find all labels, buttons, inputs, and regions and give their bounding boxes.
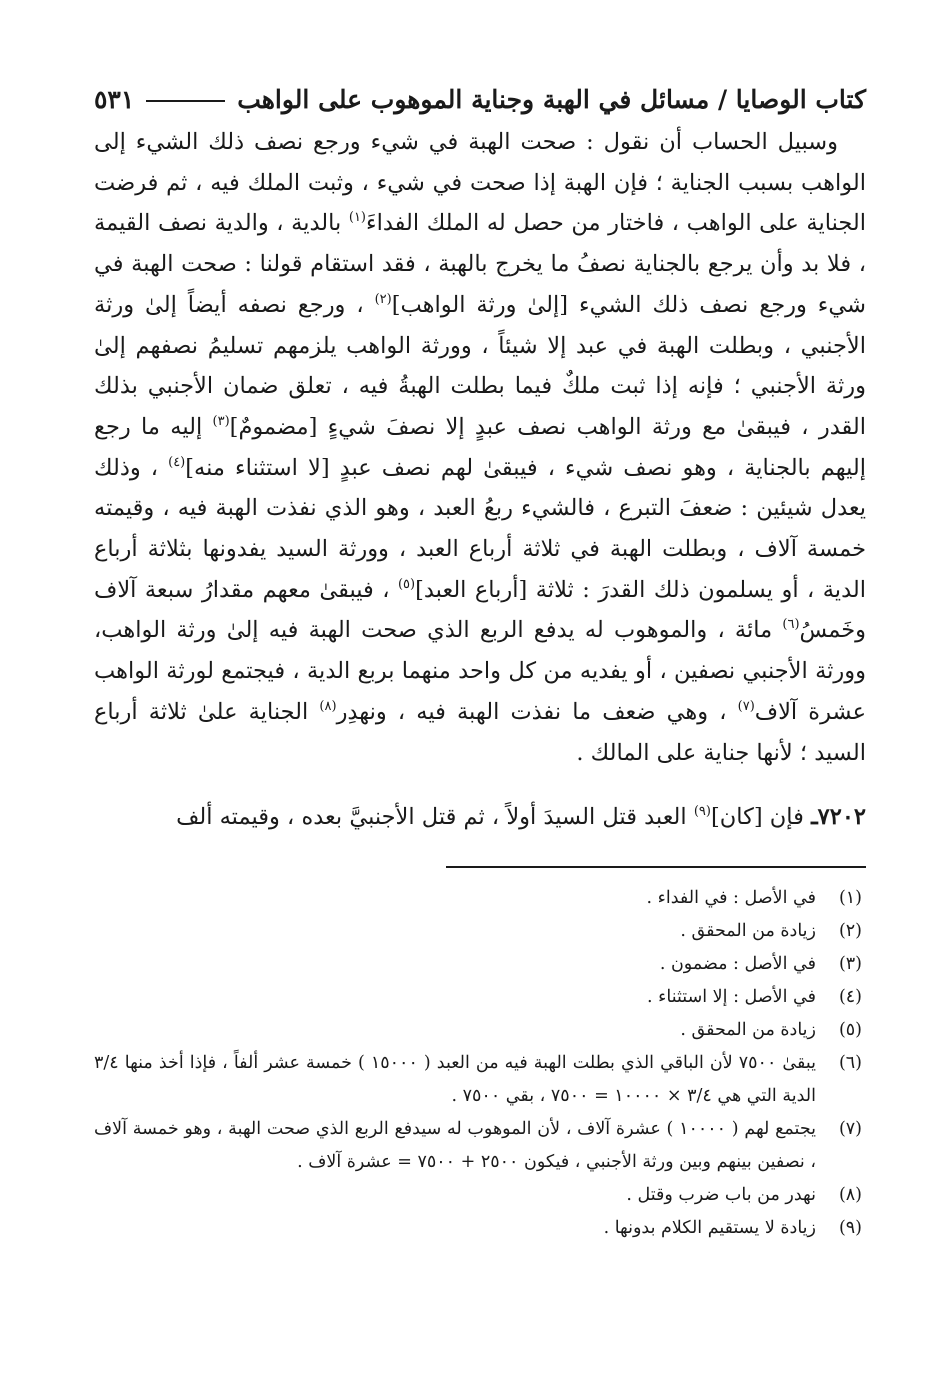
text-run: مائة ، والموهوب له يدفع الربع الذي صحت الهبة فيه إلىٰ ورثة الواهب، وورثة الأجنبي نصفين ، أو يفديه من كل واحد منهما بربع الدية ، فيجتمع لورثة الواهب عشرة آلاف xyxy=(94,617,866,725)
footnote-ref[interactable]: (٦) xyxy=(782,617,800,633)
footnote-number: (٣) xyxy=(838,953,862,974)
text-run: الجناية علىٰ ثلاثة أرباع السيد ؛ لأنها جناية على المالك . xyxy=(94,698,866,766)
footnote-item xyxy=(94,981,866,1014)
footnote-text: في الأصل : مضمون . xyxy=(659,953,816,974)
page-number: ٥٣١ xyxy=(94,85,135,114)
paragraph xyxy=(94,122,866,773)
text-run: ، وذلك يعدل شيئين : ضعفَ التبرع ، فالشيء ربعُ العبد ، وهو الذي نفذت الهبة فيه ، وقيمته خمسة آلاف ، وبطلت الهبة في ثلاثة أرباع العبد ، وورثة السيد يفدونها بثلاثة أرباع الدية ، أو يسلمون ذلك القدرَ : ثلاثة [أرباع العبد] xyxy=(94,454,866,603)
footnote-number: (٩) xyxy=(838,1217,862,1238)
text-run: وسبيل الحساب أن نقول : صحت الهبة في شيء ورجع نصف ذلك الشيء إلى الواهب بسبب الجناية ؛ فإن الهبة إذا صحت في شيء ، وثبت الملك فيه ، ثم فرضت الجناية على الواهب ، فاختار من حصل له الملك الفداءَ xyxy=(94,129,867,237)
footnote-ref[interactable]: (٢) xyxy=(374,291,392,307)
footnote-ref[interactable]: (٤) xyxy=(168,454,186,470)
footnotes xyxy=(94,882,866,1245)
footnote-text: يجتمع لهم ( ١٠٠٠٠ ) عشرة آلاف ، لأن الموهوب له سيدفع الربع الذي صحت الهبة ، وهو خمسة آلاف ، نصفين بينهم وبين ورثة الأجنبي ، فيكون ٢٥٠٠ + ٧٥٠٠ = عشرة آلاف . xyxy=(94,1118,816,1172)
footnote-ref[interactable]: (٥) xyxy=(397,576,416,592)
footnote-item xyxy=(94,882,866,915)
footnote-item xyxy=(94,1212,866,1245)
main-text xyxy=(94,122,866,838)
running-header xyxy=(94,78,866,114)
text-run: فإن [كان] xyxy=(710,804,812,831)
footnote-number: (٤) xyxy=(838,986,862,1007)
footnote-ref[interactable]: (١) xyxy=(348,210,366,226)
footnote-text: يبقىٰ ٧٥٠٠ لأن الباقي الذي بطلت الهبة فيه من العبد ( ١٥٠٠٠ ) خمسة عشر ألفاً ، فإذا أخذ منها ٣/٤ الدية التي هي ٣/٤ × ١٠٠٠٠ = ٧٥٠٠ ، بقي ٧٥٠٠ . xyxy=(94,1052,816,1106)
footnote-number: (٢) xyxy=(838,920,862,941)
chapter-title: كتاب الوصايا / مسائل في الهبة وجناية الموهوب على الواهب xyxy=(237,85,866,114)
footnote-ref[interactable]: (٣) xyxy=(212,413,230,429)
footnote-ref[interactable]: (٩) xyxy=(693,804,711,820)
text-run: ، ورجع نصفه أيضاً إلىٰ ورثة الأجنبي ، وبطلت الهبة في عبد إلا شيئاً ، وورثة الواهب يلزمهم تسليمُ نصفهم إلىٰ ورثة الأجنبي ؛ فإنه إذا ثبت ملكٌ فيما بطلت الهبةُ فيه ، تعلق ضمان الأجنبي بذلك القدر ، فيبقىٰ مع ورثة الواهب نصف عبدٍ إلا نصفَ شيءٍ [مضمومٌ] xyxy=(94,291,867,440)
footnote-item xyxy=(94,948,866,981)
footnote-number: (٥) xyxy=(838,1019,862,1040)
footnote-number: (٨) xyxy=(838,1184,862,1205)
footnote-text: نهدر من باب ضرب وقتل . xyxy=(626,1184,816,1205)
footnote-text: زيادة من المحقق . xyxy=(680,920,816,941)
text-run: ، وهي ضعف ما نفذت الهبة فيه ، ونهدِر xyxy=(336,698,738,725)
footnote-number: (٧) xyxy=(838,1118,862,1139)
header-rule xyxy=(146,100,225,102)
footnote-item xyxy=(94,1047,866,1113)
footnote-ref[interactable]: (٨) xyxy=(319,698,337,714)
text-run: إليه ما رجع إليهم بالجناية ، وهو نصف شيء ، فيبقىٰ لهم نصف عبدٍ [لا استثناء منه] xyxy=(94,413,866,481)
footnote-separator xyxy=(446,866,866,868)
footnote-item xyxy=(94,915,866,948)
footnote-item xyxy=(94,1014,866,1047)
issue-paragraph xyxy=(94,797,866,838)
footnote-item xyxy=(94,1113,866,1179)
footnote-text: في الأصل : في الفداء . xyxy=(646,887,816,908)
issue-number: ٧٢٠٢ـ xyxy=(811,804,866,831)
footnote-text: زيادة من المحقق . xyxy=(680,1019,816,1040)
text-run: ، فيبقىٰ معهم مقدارُ سبعة آلاف وخَمسُ xyxy=(94,576,866,644)
text-run: بالدية ، والدية نصف القيمة ، فلا بد وأن يرجع بالجناية نصفُ ما يخرج بالهبة ، فقد استقام قولنا : صحت الهبة في شيء ورجع نصف ذلك الشيء [إلىٰ ورثة الواهب] xyxy=(94,210,866,318)
footnote-number: (٦) xyxy=(838,1052,862,1073)
footnote-number: (١) xyxy=(838,887,862,908)
text-run: العبد قتل السيدَ أولاً ، ثم قتل الأجنبيَّ بعده ، وقيمته ألف xyxy=(176,804,694,831)
footnote-item xyxy=(94,1179,866,1212)
footnote-text: زيادة لا يستقيم الكلام بدونها . xyxy=(603,1217,816,1238)
footnote-ref[interactable]: (٧) xyxy=(737,698,755,714)
footnote-text: في الأصل : إلا استثناء . xyxy=(647,986,816,1007)
